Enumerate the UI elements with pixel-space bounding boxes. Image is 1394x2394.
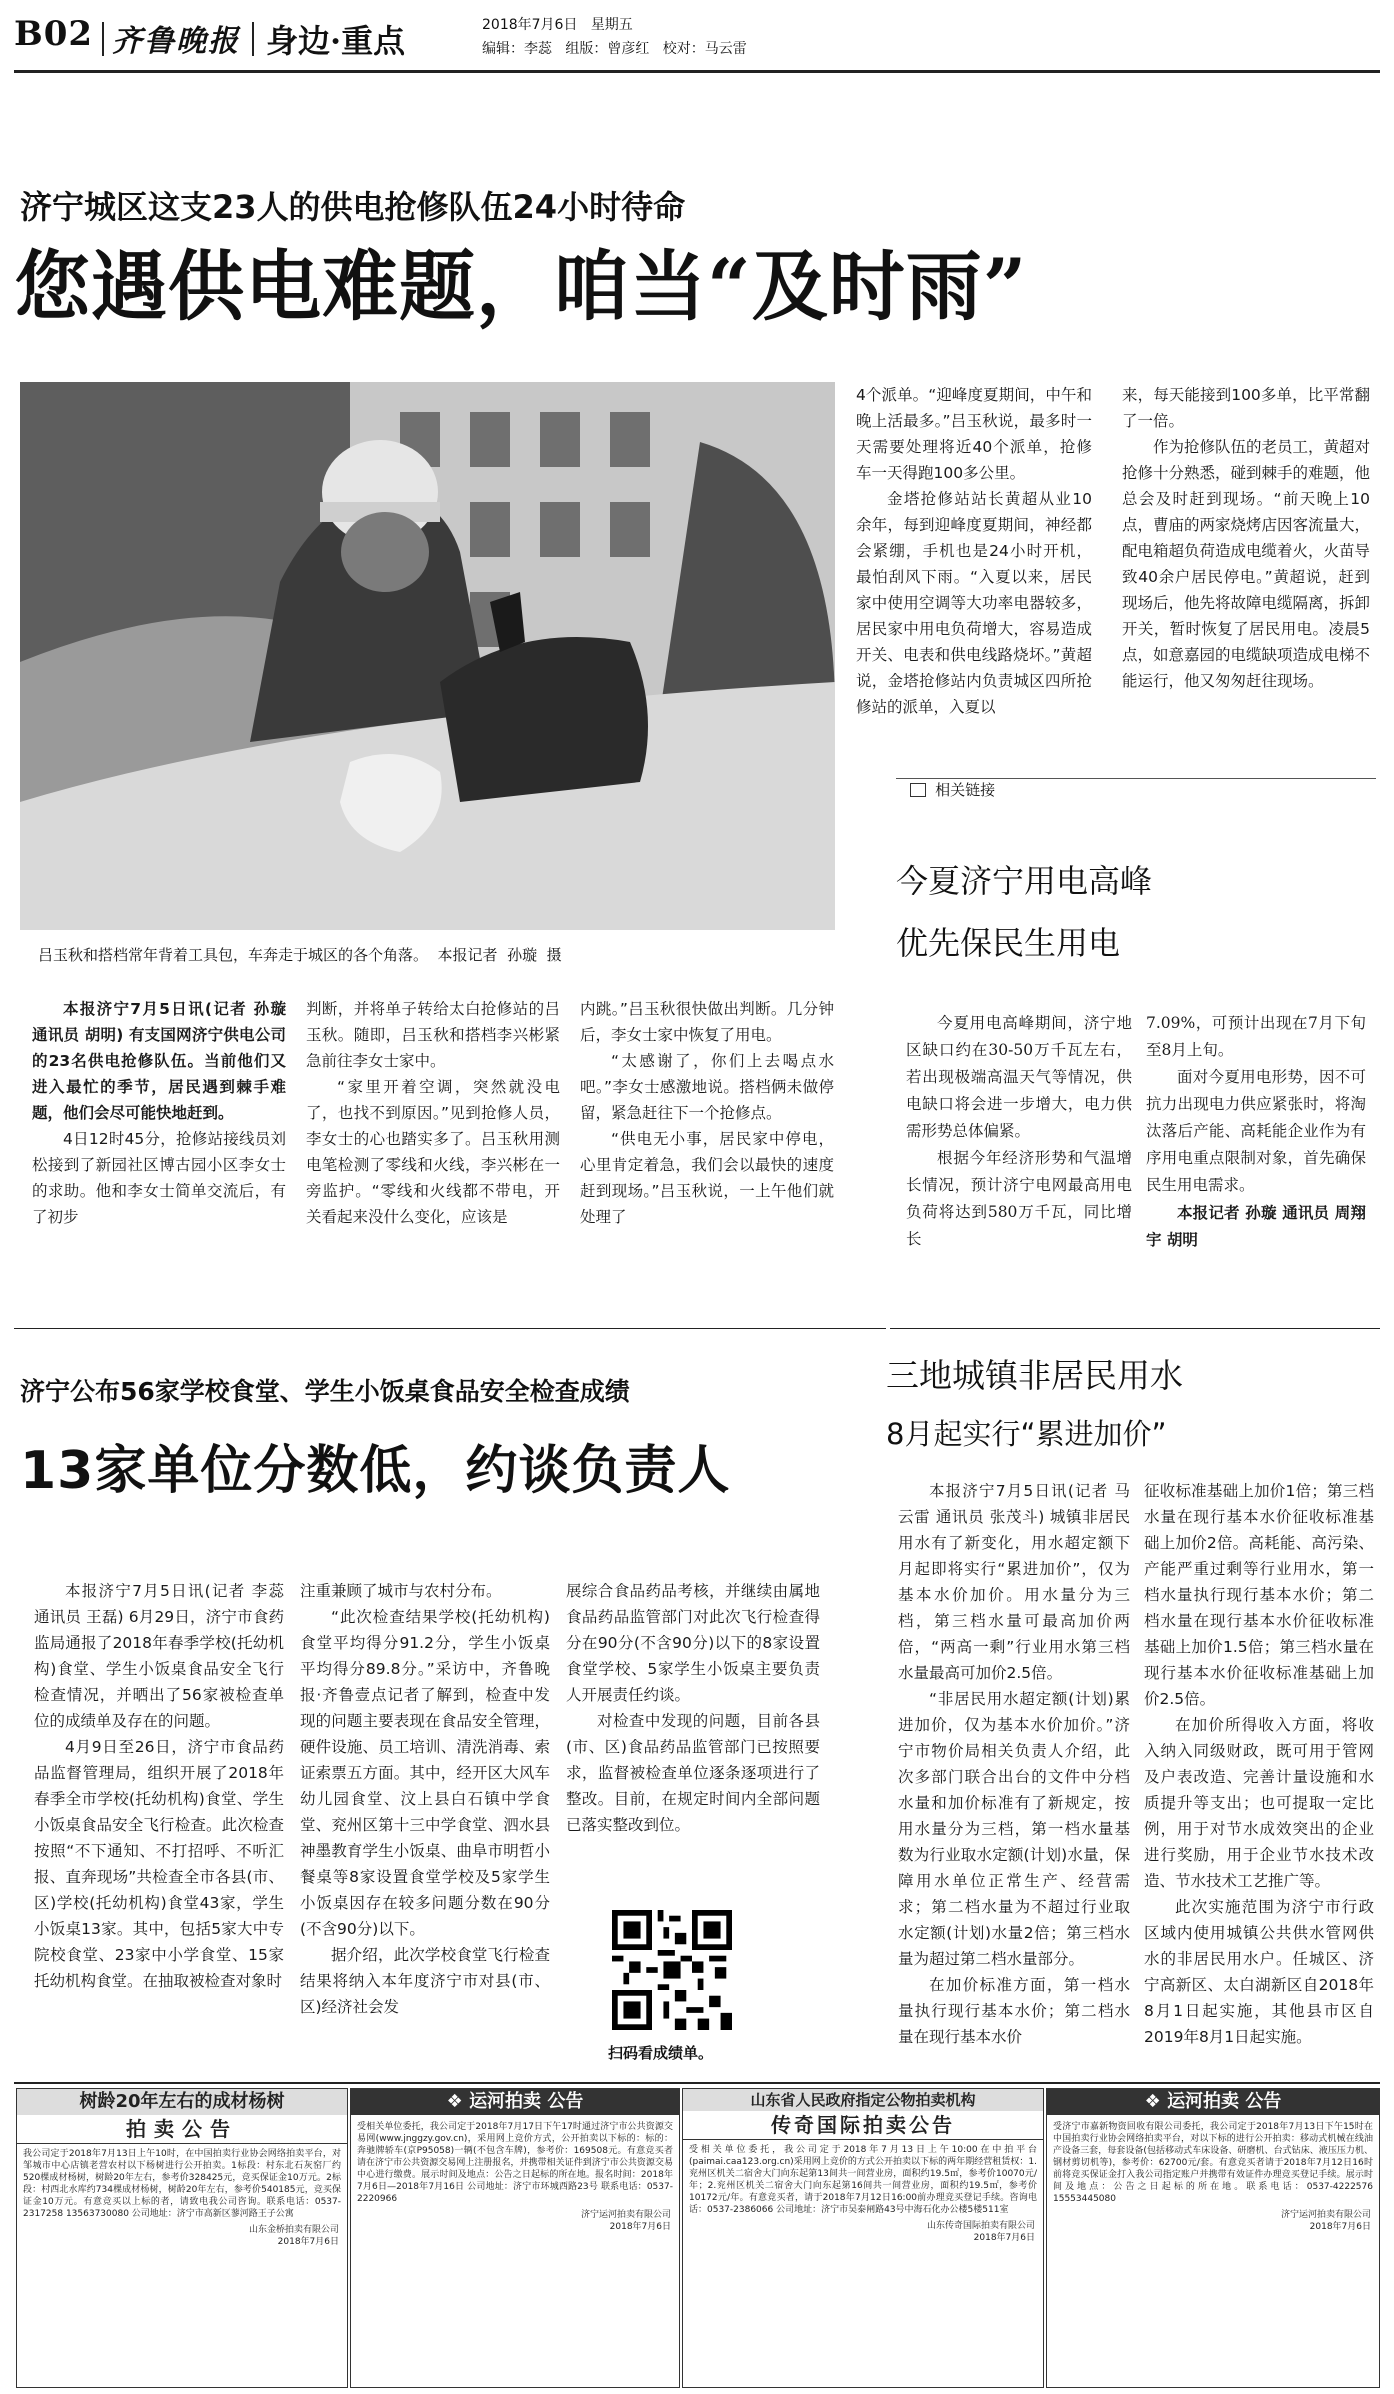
- story2-paragraph: 据介绍，此次学校食堂飞行检查结果将纳入本年度济宁市对县(市、区)经济社会发: [300, 1946, 550, 2016]
- sidebar-byline: 本报记者 孙璇 通讯员 周翔宇 胡明: [1146, 1203, 1366, 1249]
- auction-logo-icon: ❖: [446, 2091, 470, 2112]
- story3-column-1: [898, 1478, 1130, 2050]
- story3-title-2: 8月起实行“累进加价”: [886, 1417, 1167, 1451]
- sidebar-label-box: [896, 778, 1376, 801]
- sidebar-paragraph: 根据今年经济形势和气温增长情况，预计济宁电网最高用电负荷将达到580万千瓦，同比增长: [906, 1149, 1132, 1248]
- sidebar-title-1: 今夏济宁用电高峰: [896, 862, 1153, 900]
- worker-photo-illustration: [20, 382, 835, 930]
- story3-lead-paragraph: 本报济宁7月5日讯(记者 马云雷 通讯员 张茂斗) 城镇非居民用水有了新变化，用水超定额下月起即将实行“累进加价”，仅为基本水价加价。用水量分为三档，第三档水量可最高加价两倍，“两高一剩”行业用水第三档水量最高可加价2.5倍。: [898, 1482, 1130, 1682]
- story3-paragraph: 在加价标准方面，第一档水量执行现行基本水价；第二档水量在现行基本水价: [898, 1976, 1130, 2046]
- story1-photo-caption: 吕玉秋和搭档常年背着工具包，车奔走于城区的各个角落。 本报记者 孙璇 摄: [38, 946, 562, 964]
- auction-logo-icon: ❖: [1144, 2091, 1168, 2112]
- layout-credit: 组版：曾彦红: [565, 41, 650, 57]
- ad-body: 受济宁市嘉新物资回收有限公司委托，我公司定于2018年7月13日下午15时在中国拍卖行业协会网络拍卖平台，对以下标的进行公开拍卖：移动式机械在线油产设备三套，每套设备(包括移动式车床设备、研磨机、台式钻床、液压压力机、钢材剪切机等)，参考价：62700元/套。有意竞买者请于2018年7月12日16时前将竞买保证金打入我公司指定账户并携带有效证件办理竞买登记手续。展示时间及地点：公告之日起标的所在地。联系电话：0537-4222576 15553445080: [1053, 2122, 1373, 2204]
- ad-top-line: [351, 2089, 679, 2115]
- section-title: 身边·重点: [266, 22, 406, 60]
- ad-signer: 山东金桥拍卖有限公司: [248, 2225, 339, 2235]
- ad-date: 2018年7月6日: [973, 2233, 1035, 2243]
- ad-date: 2018年7月6日: [609, 2222, 671, 2232]
- ad-title: 传奇国际拍卖公告: [683, 2111, 1043, 2140]
- sidebar-title-2: 优先保民生用电: [896, 924, 1121, 962]
- story1-column-right-2: [1122, 382, 1370, 694]
- story2-headline: 13家单位分数低，约谈负责人: [20, 1441, 731, 1501]
- ad-signer: 济宁运河拍卖有限公司: [1280, 2210, 1371, 2220]
- header-rule: [14, 70, 1380, 73]
- ad-title: 公告: [547, 2091, 584, 2112]
- link-icon: [910, 783, 926, 797]
- ad-signer: 山东传奇国际拍卖有限公司: [926, 2221, 1035, 2231]
- story1-paragraph: 作为抢修队伍的老员工，黄超对抢修十分熟悉，碰到棘手的难题，他总会及时赶到现场。“前天晚上10点，曹庙的两家烧烤店因客流量大，配电箱超负荷造成电缆着火，火苗导致40余户居民停电。”黄超说，赶到现场后，他先将故障电缆隔离，拆卸开关，暂时恢复了居民用电。凌晨5点，如意嘉园的电缆缺项造成电梯不能运行，他又匆匆赶往现场。: [1122, 438, 1371, 690]
- ad-top-text: 运河拍卖: [1167, 2091, 1240, 2112]
- ad-top-text: 运河拍卖: [469, 2091, 542, 2112]
- sidebar-column-1: [906, 1010, 1132, 1253]
- editor-credit: 编辑：李蕊: [482, 41, 552, 57]
- ad-signer: 济宁运河拍卖有限公司: [580, 2210, 671, 2220]
- header-divider: [102, 22, 104, 56]
- ad-yunhe-1: [350, 2088, 680, 2388]
- story1-lead-paragraph: 本报济宁7月5日讯(记者 孙璇 通讯员 胡明) 有支国网济宁供电公司的23名供电抢修队伍。当前他们又进入最忙的季节，居民遇到棘手难题，他们会尽可能快地赶到。: [32, 1000, 286, 1122]
- ad-title: 公告: [1245, 2091, 1282, 2112]
- proofreader-credit: 校对：马云雷: [662, 41, 747, 57]
- qr-caption: 扫码看成绩单。: [608, 2044, 714, 2062]
- story1-paragraph: “太感谢了，你们上去喝点水吧。”李女士感激地说。搭档俩未做停留，紧急赶往下一个抢修点。: [580, 1052, 834, 1122]
- ad-top-line: 树龄20年左右的成材杨树: [17, 2089, 347, 2115]
- qr-code[interactable]: [612, 1910, 732, 2030]
- story2-paragraph: 注重兼顾了城市与农村分布。: [300, 1582, 502, 1600]
- sidebar-label: 相关链接: [935, 781, 996, 799]
- story2-paragraph: 对检查中发现的问题，目前各县(市、区)食品药品监管部门已按照要求，监督被检查单位逐条逐项进行了整改。目前，在规定时间内全部问题已落实整改到位。: [566, 1712, 820, 1834]
- ad-yunhe-2: [1046, 2088, 1380, 2388]
- story3-paragraph: 征收标准基础上加价1倍；第三档水量在现行基本水价征收标准基础上加价2倍。高耗能、高污染、产能严重过剩等行业用水，第一档水量执行现行基本水价；第二档水量在现行基本水价征收标准基础上加价1.5倍；第三档水量在现行基本水价征收标准基础上加价2.5倍。: [1144, 1482, 1374, 1708]
- story2-column-3: [566, 1578, 820, 1838]
- story1-kicker: 济宁城区这支23人的供电抢修队伍24小时待命: [20, 188, 686, 226]
- ad-body: 受相关单位委托，我公司定于2018年7月13日上午10:00在中拍平台(paimai.caa123.org.cn)采用网上竞价的方式公开拍卖以下标的两年期经营租赁权：1.兖州区机关二宿舍大门向东起第13间共一间营业房，面积约19.5㎡，参考价10070元/年；2.兖州区机关二宿舍大门向东起第16间共一间营业房，面积约19.5㎡，参考价10172元/年。有意竞买者，请于2018年7月12日16:00前办理竞买登记手续。咨询电话：0537-2386066 公司地址：济宁市吴泰闸路43号中海石化办公楼5楼511室: [689, 2145, 1037, 2215]
- story3-paragraph: “非居民用水超定额(计划)累进加价，仅为基本水价加价。”济宁市物价局相关负责人介绍，此次多部门联合出台的文件中分档水量和加价标准有了新规定，按用水量分为三档，第一档水量基数为行业取水定额(计划)水量，保障用水单位正常生产、经营需求；第二档水量为不超过行业取水定额(计划)水量2倍；第三档水量为超过第二档水量部分。: [898, 1690, 1130, 1968]
- ad-top-line: 山东省人民政府指定公物拍卖机构: [683, 2089, 1043, 2111]
- story1-paragraph: 4个派单。“迎峰度夏期间，中午和晚上活最多。”吕玉秋说，最多时一天需要处理将近40个派单，抢修车一天得跑100多公里。: [856, 386, 1092, 482]
- qr-code-icon: [612, 1910, 732, 2030]
- sidebar-bottom-rule: [890, 1328, 1380, 1329]
- story1-column-right-1: [856, 382, 1092, 720]
- header-date: [482, 14, 633, 34]
- sidebar-paragraph: 今夏用电高峰期间，济宁地区缺口约在30-50万千瓦左右，若出现极端高温天气等情况，供电缺口将会进一步增大，电力供需形势总体偏紧。: [906, 1014, 1132, 1140]
- story1-headline: 您遇供电难题，咱当“及时雨”: [14, 242, 1028, 331]
- story2-kicker: 济宁公布56家学校食堂、学生小饭桌食品安全检查成绩: [20, 1377, 630, 1406]
- story1-paragraph: “家里开着空调，突然就没电了，也找不到原因。”见到抢修人员，李女士的心也踏实多了。吕玉秋用测电笔检测了零线和火线，李兴彬在一旁监护。“零线和火线都不带电，开关看起来没什么变化，应该是: [306, 1078, 560, 1226]
- ads-top-rule: [14, 2082, 1380, 2084]
- ad-date: 2018年7月6日: [277, 2237, 339, 2247]
- story3-paragraph: 此次实施范围为济宁市行政区域内使用城镇公共供水管网供水的非居民用水户。任城区、济宁高新区、太白湖新区自2018年8月1日起实施，其他县市区自2019年8月1日起实施。: [1144, 1898, 1374, 2046]
- page-number: B02: [14, 14, 94, 54]
- story2-lead-paragraph: 本报济宁7月5日讯(记者 李蕊 通讯员 王磊) 6月29日，济宁市食药监局通报了2018年春季学校(托幼机构)食堂、学生小饭桌食品安全飞行检查情况，并晒出了56家被检查单位的成绩单及存在的问题。: [34, 1582, 284, 1730]
- story3-title-1: 三地城镇非居民用水: [886, 1356, 1183, 1395]
- sidebar-paragraph: 面对今夏用电形势，因不可抗力出现电力供应紧张时，将淘汰落后产能、高耗能企业作为有序用电重点限制对象，首先确保民生用电需求。: [1146, 1068, 1366, 1194]
- date-text: 2018年7月6日: [482, 17, 578, 33]
- sidebar-paragraph: 7.09%，可预计出现在7月下旬至8月上旬。: [1146, 1014, 1366, 1059]
- story2-paragraph: “此次检查结果学校(托幼机构)食堂平均得分91.2分，学生小饭桌平均得分89.8分。”采访中，齐鲁晚报·齐鲁壹点记者了解到，检查中发现的问题主要表现在食品安全管理，硬件设施、员工培训、清洗消毒、索证索票五方面。其中，经开区大风车幼儿园食堂、汶上县白石镇中学食堂、兖州区第十三中学食堂、泗水县神墨教育学生小饭桌、曲阜市明哲小餐桌等8家设置食堂学校及5家学生小饭桌因存在较多问题分数在90分(不含90分)以下。: [300, 1608, 550, 1938]
- ad-chuanqi: [682, 2088, 1044, 2388]
- story1-paragraph: 4日12时45分，抢修站接线员刘松接到了新园社区博古园小区李女士的求助。他和李女士简单交流后，有了初步: [32, 1130, 286, 1226]
- header-credits: [482, 38, 747, 58]
- story1-column-bottom-3: [580, 996, 834, 1230]
- story1-paragraph: 判断，并将单子转给太白抢修站的吕玉秋。随即，吕玉秋和搭档李兴彬紧急前往李女士家中。: [306, 1000, 560, 1070]
- story2-column-1: [34, 1578, 284, 1994]
- ad-title: 拍卖公告: [17, 2115, 347, 2144]
- story1-column-bottom-1: [32, 996, 286, 1230]
- story1-paragraph: 金塔抢修站站长黄超从业10余年，每到迎峰度夏期间，神经都会紧绷，手机也是24小时开机，最怕刮风下雨。“入夏以来，居民家中使用空调等大功率电器较多，居民家中用电负荷增大，容易造成开关、电表和供电线路烧坏。”黄超说，金塔抢修站内负责城区四所抢修站的派单，入夏以: [856, 490, 1092, 716]
- ad-auction-poplar: [16, 2088, 348, 2388]
- story3-paragraph: 在加价所得收入方面，将收入纳入同级财政，既可用于管网及户表改造、完善计量设施和水质提升等支出；也可提取一定比例，用于对节水成效突出的企业进行奖励，用于企业节水技术改造、节水技术工艺推广等。: [1144, 1716, 1374, 1890]
- header-divider-2: [252, 22, 254, 56]
- sidebar-column-2: [1146, 1010, 1366, 1253]
- story1-photo: [20, 382, 835, 930]
- ad-date: 2018年7月6日: [1309, 2222, 1371, 2232]
- ad-top-line: [1047, 2089, 1379, 2115]
- story3-column-2: [1144, 1478, 1374, 2050]
- ad-body: 受相关单位委托，我公司定于2018年7月17日下午17时通过济宁市公共资源交易网(www.jnggzy.gov.cn)，采用网上竞价方式，公开拍卖以下标的：标的：奔驰牌轿车(京P95058)一辆(不包含车牌)，参考价：169508元。有意竞买者请在济宁市公共资源交易网上注册报名，并携带相关证件到济宁市公共资源交易中心进行缴费。展示时间及地点：公告之日起标的所在地。报名时间：2018年7月6日—2018年7月16日 公司地址：济宁市环城西路23号 联系电话：0537-2220966: [357, 2122, 673, 2204]
- story1-column-bottom-2: [306, 996, 560, 1230]
- section-rule: [14, 1328, 886, 1329]
- story1-paragraph: 内跳。”吕玉秋很快做出判断。几分钟后，李女士家中恢复了用电。: [580, 1000, 834, 1044]
- story2-paragraph: 展综合食品药品考核，并继续由属地食品药品监管部门对此次飞行检查得分在90分(不含90分)以下的8家设置食堂学校、5家学生小饭桌主要负责人开展责任约谈。: [566, 1582, 820, 1704]
- story2-column-2: [300, 1578, 550, 2020]
- story1-paragraph: 来，每天能接到100多单，比平常翻了一倍。: [1122, 386, 1370, 430]
- story2-paragraph: 4月9日至26日，济宁市食品药品监督管理局，组织开展了2018年春季全市学校(托幼机构)食堂、学生小饭桌食品安全飞行检查。此次检查按照“不下通知、不打招呼、不听汇报、直奔现场”共检查全市各县(市、区)学校(托幼机构)食堂43家，学生小饭桌13家。其中，包括5家大中专院校食堂、23家中小学食堂、15家托幼机构食堂。在抽取被检查对象时: [34, 1738, 284, 1990]
- story1-paragraph: “供电无小事，居民家中停电，心里肯定着急，我们会以最快的速度赶到现场。”吕玉秋说，一上午他们就处理了: [580, 1130, 834, 1226]
- paper-name-logo: 齐鲁晚报: [112, 24, 240, 59]
- weekday-text: 星期五: [590, 17, 633, 33]
- ad-body: 我公司定于2018年7月13日上午10时，在中国拍卖行业协会网络拍卖平台，对邹城市中心店镇老营农村以下杨树进行公开拍卖。1标段：村东北石灰窑厂约520棵成材杨树，树龄20年左右，参考价328425元，竞买保证金10万元。2标段：村西北水库约734棵成材杨树，树龄20年左右，参考价540185元，竞买保证金10万元。有意竞买以上标的者，请致电我公司咨询。联系电话：0537-2317258 13563730080 公司地址：济宁市高新区蓼河路王子公寓: [23, 2149, 341, 2219]
